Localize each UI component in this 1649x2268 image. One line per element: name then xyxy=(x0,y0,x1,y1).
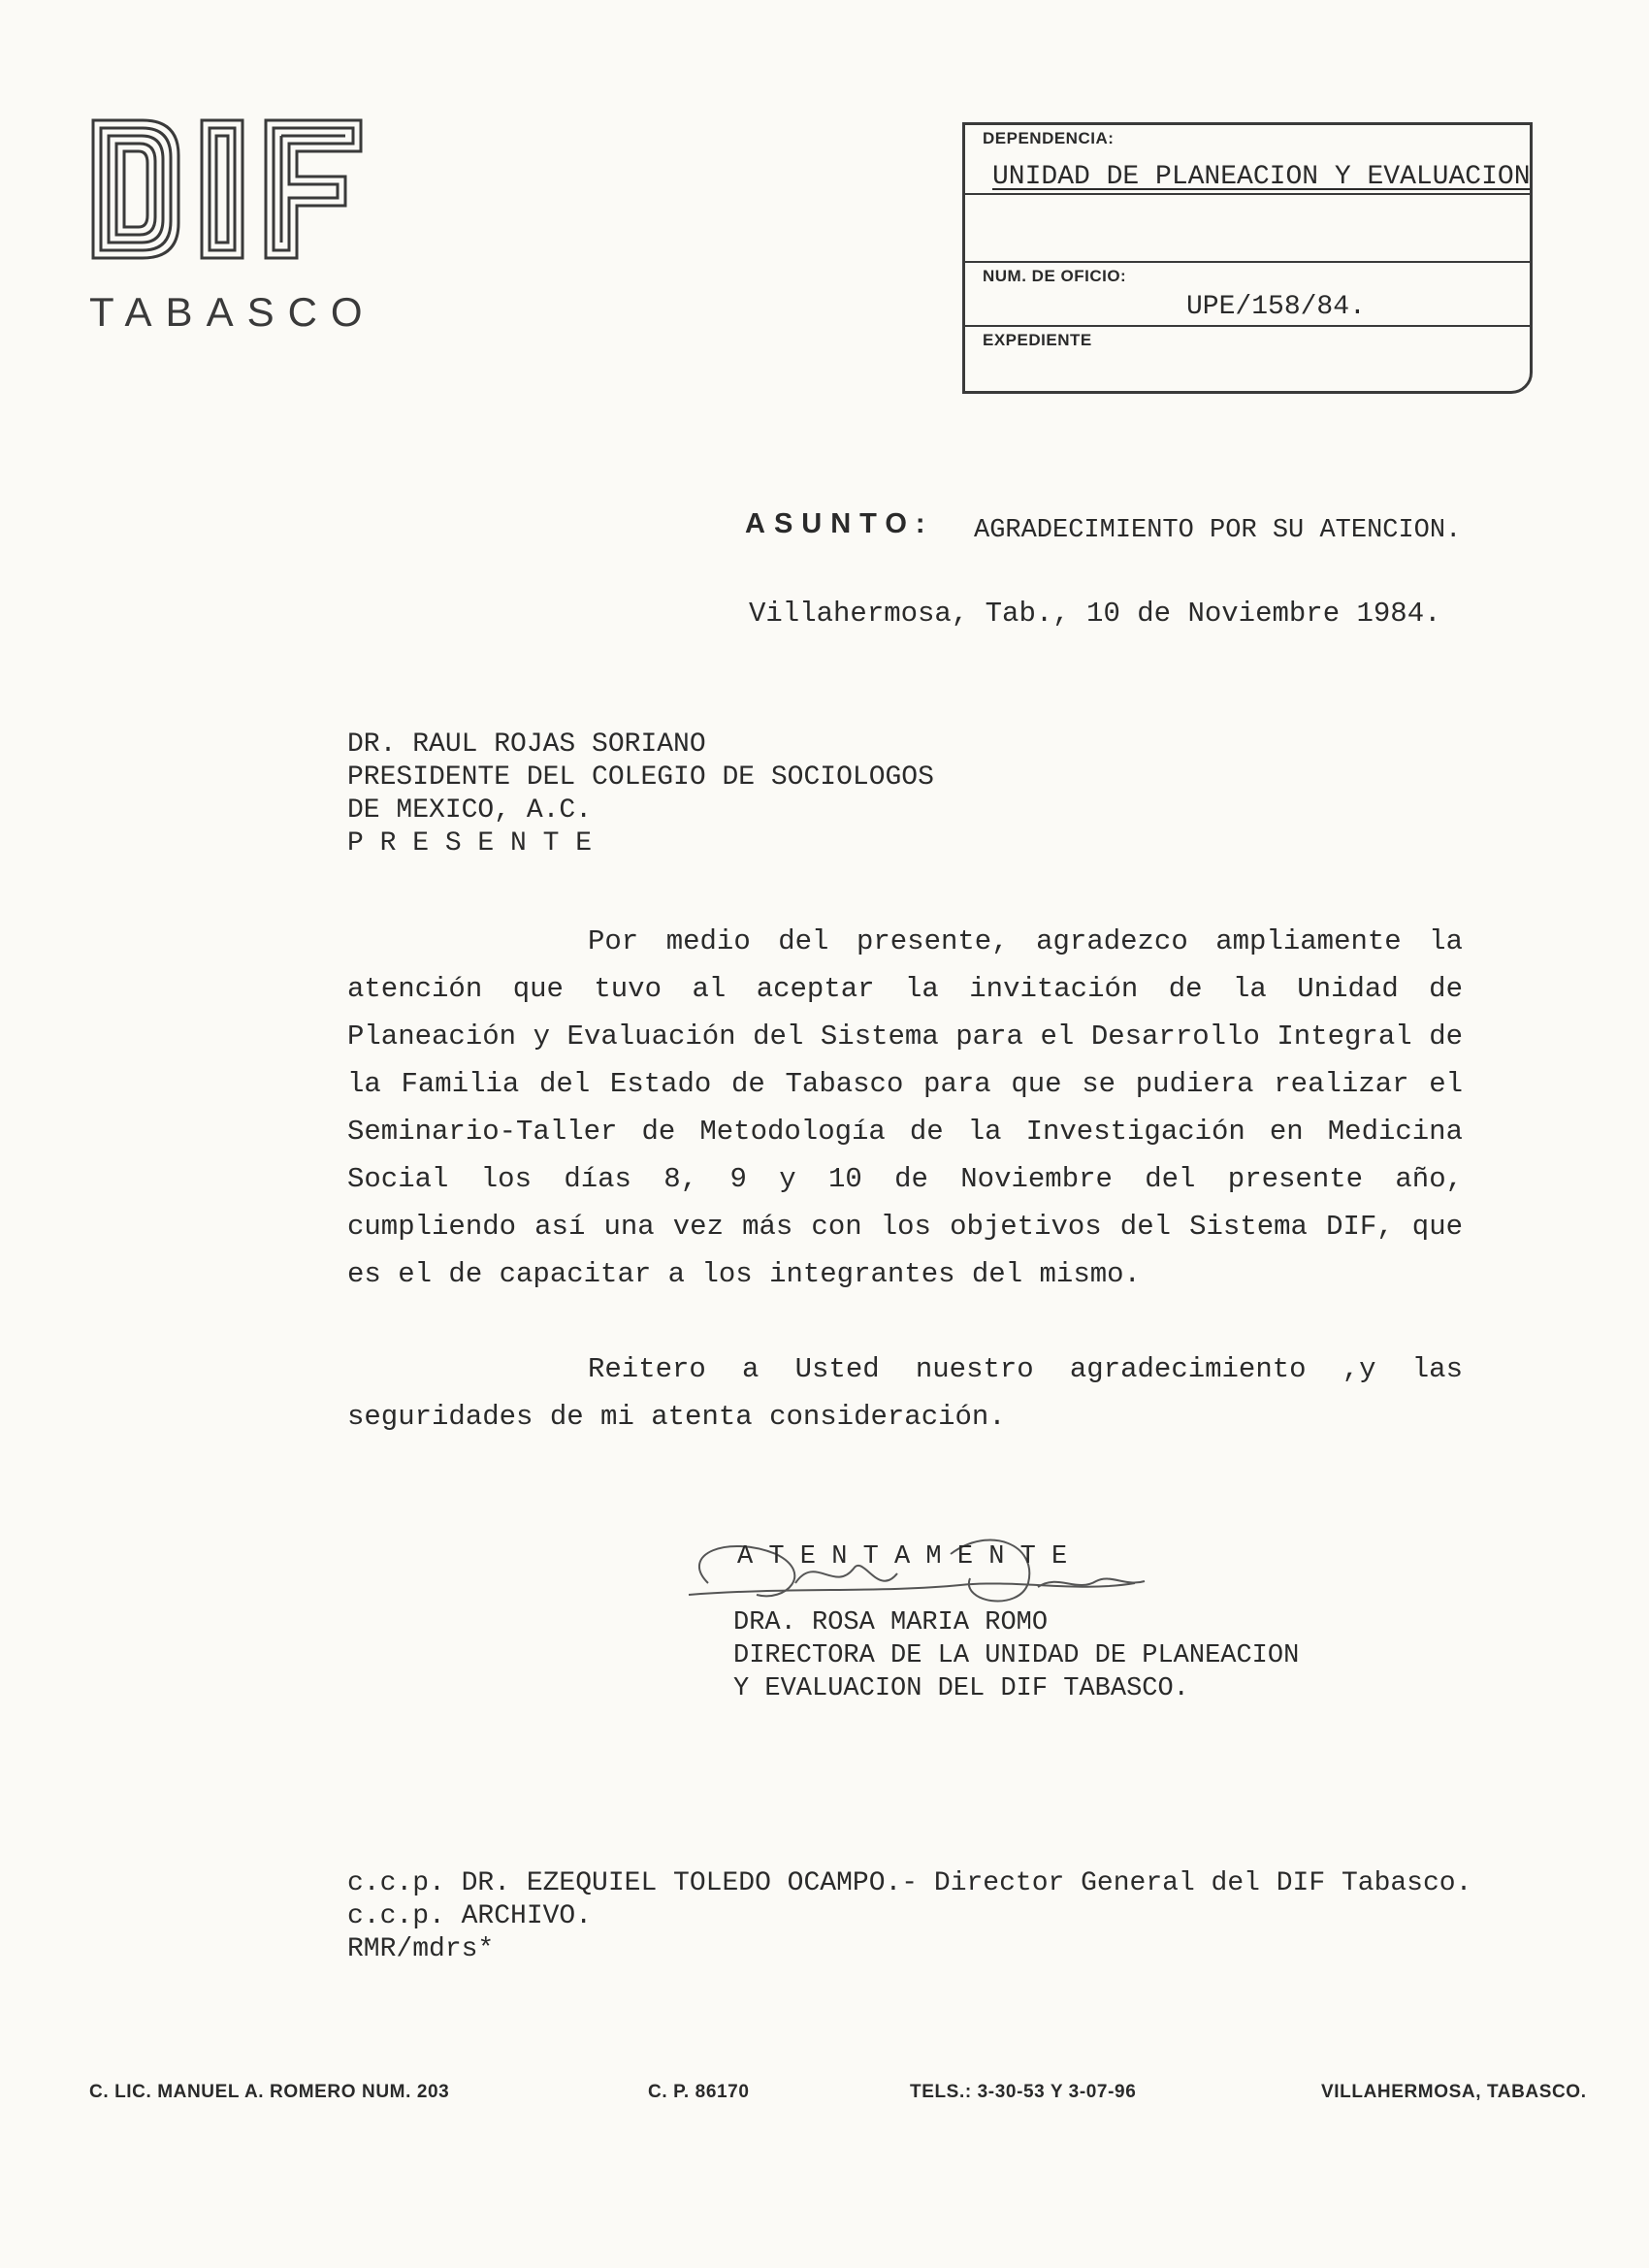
dif-logo-mark xyxy=(89,116,390,262)
letterhead-footer xyxy=(0,2082,1649,2111)
letter-body xyxy=(347,918,1463,1441)
asunto-label: ASUNTO: xyxy=(745,508,934,539)
signer-name: DRA. ROSA MARIA ROMO xyxy=(733,1608,1049,1637)
footer-address: C. LIC. MANUEL A. ROMERO NUM. 203 xyxy=(89,2082,450,2102)
cc-line: c.c.p. DR. EZEQUIEL TOLEDO OCAMPO.- Director General del DIF Tabasco. xyxy=(347,1868,1472,1898)
logo-subtitle: TABASCO xyxy=(89,289,376,335)
oficio-label: NUM. DE OFICIO: xyxy=(983,267,1127,285)
body-paragraph-2: Reitero a Usted nuestro agradecimiento ,y las seguridades de mi atenta consideración. xyxy=(347,1353,1463,1433)
header-info-box xyxy=(962,122,1533,394)
recipient-presente: P R E S E N T E xyxy=(347,828,593,859)
signer-title: DIRECTORA DE LA UNIDAD DE PLANEACION xyxy=(733,1641,1300,1670)
recipient-title: PRESIDENTE DEL COLEGIO DE SOCIOLOGOS xyxy=(347,762,934,793)
closing-salutation: A T E N T A M E N T E xyxy=(737,1542,1068,1571)
date-line: Villahermosa, Tab., 10 de Noviembre 1984. xyxy=(749,598,1441,630)
header-divider xyxy=(965,261,1530,263)
header-divider xyxy=(965,325,1530,327)
asunto-value: AGRADECIMIENTO POR SU ATENCION. xyxy=(974,516,1462,545)
oficio-value: UPE/158/84. xyxy=(1186,292,1366,322)
dif-logo xyxy=(89,116,400,335)
header-divider xyxy=(965,193,1530,195)
recipient-name: DR. RAUL ROJAS SORIANO xyxy=(347,729,706,760)
footer-postal-code: C. P. 86170 xyxy=(648,2082,750,2102)
footer-city: VILLAHERMOSA, TABASCO. xyxy=(1321,2082,1587,2102)
recipient-org: DE MEXICO, A.C. xyxy=(347,795,593,826)
signer-title-2: Y EVALUACION DEL DIF TABASCO. xyxy=(733,1674,1189,1703)
footer-phones: TELS.: 3-30-53 Y 3-07-96 xyxy=(910,2082,1137,2102)
cc-line: c.c.p. ARCHIVO. xyxy=(347,1901,593,1931)
dependencia-value: UNIDAD DE PLANEACION Y EVALUACION xyxy=(992,162,1531,192)
dependencia-label: DEPENDENCIA: xyxy=(983,129,1115,147)
body-paragraph-1: Por medio del presente, agradezco ampliamente la atención que tuvo al aceptar la invitación de la Unidad de Planeación y Evaluación del Sistema para el Desarrollo Integral de la Familia del Estado de Tabasco para que se pudiera realizar el Seminario-Taller de Metodología de la Investigación en Medicina Social los días 8, 9 y 10 de Noviembre del presente año, cumpliendo así una vez más con los objetivos del Sistema DIF, que es el de capacitar a los integrantes del mismo. xyxy=(347,925,1463,1290)
expediente-label: EXPEDIENTE xyxy=(983,331,1092,349)
reference-initials: RMR/mdrs* xyxy=(347,1934,495,1964)
